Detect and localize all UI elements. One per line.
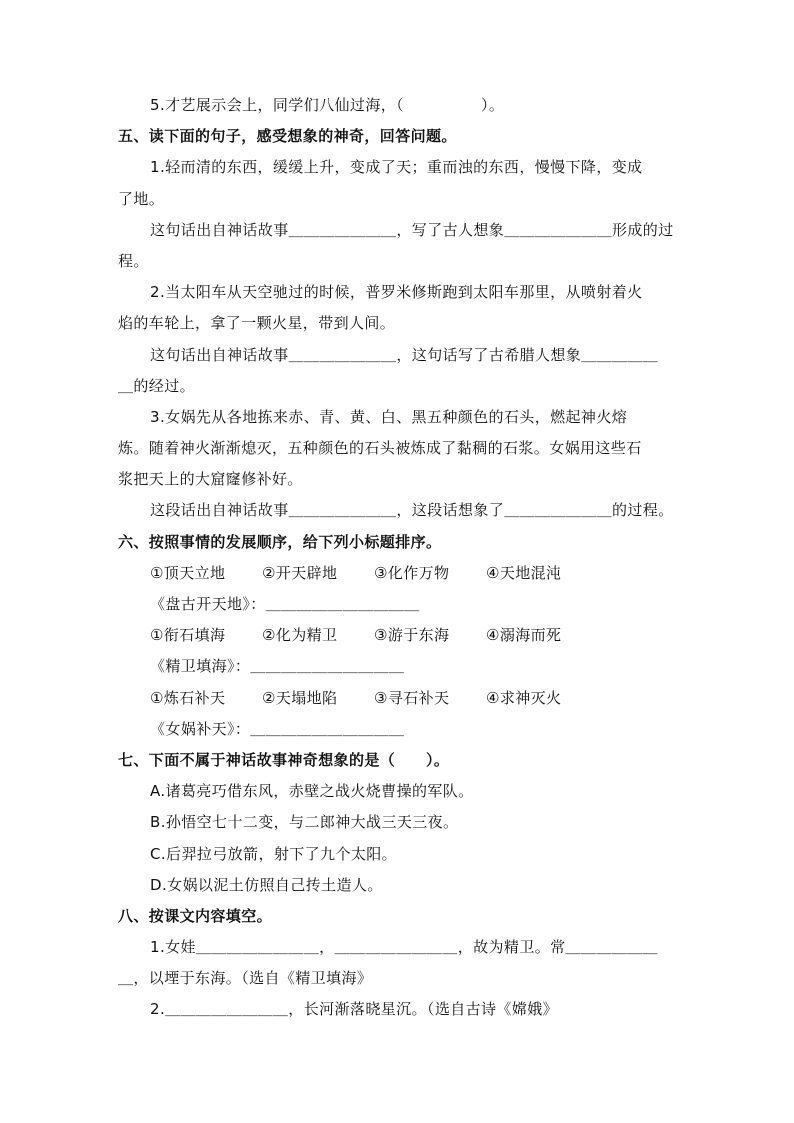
option: ①炼石补天 <box>150 688 226 707</box>
option: ④溺海而死 <box>486 626 562 645</box>
section5-heading: 五、读下面的句子，感受想象的神奇，回答问题。 <box>118 127 457 146</box>
section5-q3-line2: 炼。随着神火渐渐熄灭，五种颜色的石头被炼成了黏稠的石浆。女娲用这些石 <box>118 439 642 458</box>
section5-q3-line3: 浆把天上的大窟窿修补好。 <box>118 470 303 489</box>
section6-heading: 六、按照事情的发展顺序，给下列小标题排序。 <box>118 532 442 551</box>
section7-choice-a: A.诸葛亮巧借东风，赤壁之战火烧曹操的军队。 <box>150 782 474 801</box>
section5-q3-answer-line1: 这段话出自神话故事＿＿＿＿＿＿＿，这段话想象了＿＿＿＿＿＿＿的过程。 <box>150 501 674 520</box>
section7-choice-b: B.孙悟空七十二变，与二郎神大战三天三夜。 <box>150 813 459 832</box>
option: ③化作万物 <box>374 563 450 582</box>
section5-q2-line2: 焰的车轮上，拿了一颗火星，带到人间。 <box>118 314 396 333</box>
section7-choice-d: D.女娲以泥土仿照自己抟土造人。 <box>150 875 383 894</box>
section8-q1-line2: ＿，以堙于东海。（选自《精卫填海》 <box>118 969 373 988</box>
section7-heading: 七、下面不属于神话故事神奇想象的是（ ）。 <box>118 750 450 769</box>
section5-q1-line1: 1.轻而清的东西，缓缓上升，变成了天；重而浊的东西，慢慢下降，变成 <box>150 158 643 177</box>
option: ③寻石补天 <box>374 688 450 707</box>
section6-group3-answer: 《女娲补天》：＿＿＿＿＿＿＿＿＿＿ <box>150 719 405 738</box>
section6-group1-options <box>118 558 664 589</box>
section5-q1-line2: 了地。 <box>118 189 165 208</box>
option: ④天地混沌 <box>486 563 562 582</box>
option: ②化为精卫 <box>262 626 338 645</box>
option: ③游于东海 <box>374 626 450 645</box>
section6-group3-options <box>118 683 664 714</box>
section7-choice-c: C.后羿拉弓放箭，射下了九个太阳。 <box>150 844 398 863</box>
section5-q2-line1: 2.当太阳车从天空驰过的时候，普罗米修斯跑到太阳车那里，从喷射着火 <box>150 283 643 302</box>
section8-heading: 八、按课文内容填空。 <box>118 906 273 925</box>
option: ①顶天立地 <box>150 563 226 582</box>
section5-q3-line1: 3.女娲先从各地拣来赤、青、黄、白、黑五种颜色的石头，燃起神火熔 <box>150 407 628 426</box>
option: ②天塌地陷 <box>262 688 338 707</box>
worksheet-page <box>118 90 674 1026</box>
section8-q2-line1: 2.＿＿＿＿＿＿＿＿，长河渐落晓星沉。（选自古诗《嫦娥》 <box>150 1000 559 1019</box>
section6-group2-options <box>118 620 664 651</box>
section8-q1-line1: 1.女娃＿＿＿＿＿＿＿＿，＿＿＿＿＿＿＿＿，故为精卫。常＿＿＿＿＿＿ <box>150 938 658 957</box>
section5-q1-answer-line1: 这句话出自神话故事＿＿＿＿＿＿＿，写了古人想象＿＿＿＿＿＿＿形成的过 <box>150 220 674 239</box>
section5-q1-answer-line2: 程。 <box>118 251 149 270</box>
section6-group2-answer: 《精卫填海》：＿＿＿＿＿＿＿＿＿＿ <box>150 657 405 676</box>
option: ①衔石填海 <box>150 626 226 645</box>
section5-q2-answer-line1: 这句话出自神话故事＿＿＿＿＿＿＿，这句话写了古希腊人想象＿＿＿＿＿ <box>150 345 659 364</box>
section6-group1-answer: 《盘古开天地》：＿＿＿＿＿＿＿＿＿＿ <box>150 595 420 613</box>
section5-q2-answer-line2: ＿的经过。 <box>118 376 196 395</box>
option: ②开天辟地 <box>262 563 338 582</box>
option: ④求神灭火 <box>486 688 562 707</box>
section4-item5: 5.才艺展示会上，同学们八仙过海，（ ）。 <box>150 96 505 114</box>
